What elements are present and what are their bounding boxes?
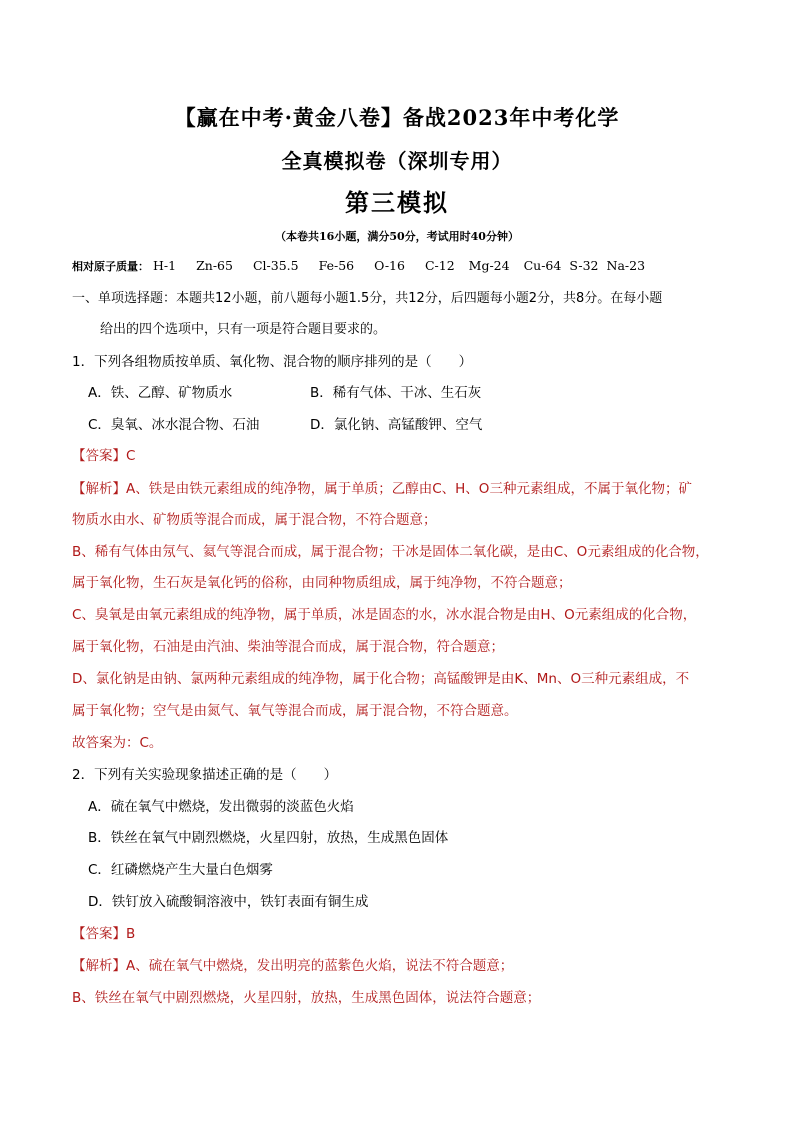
q1-options-row1 (0, 381, 794, 401)
q2-stem: 2．下列有关实验现象描述正确的是（ ） (72, 767, 338, 783)
atomic-mass-item: Cl-35.5 (252, 258, 299, 273)
q1-analysis-label: 【解析】 (72, 481, 126, 497)
atomic-mass-item: H-1 (153, 258, 177, 273)
atomic-masses-label: 相对原子质量： (72, 260, 149, 273)
q2-option-b: B．铁丝在氧气中剧烈燃烧，火星四射，放热，生成黑色固体 (88, 830, 449, 846)
q1-option-d: D．氯化钠、高锰酸钾、空气 (310, 417, 483, 433)
atomic-mass-item: S-32 (569, 258, 599, 273)
atomic-mass-item: Mg-24 (468, 258, 510, 273)
q2-option-d: D．铁钉放入硫酸铜溶液中，铁钉表面有铜生成 (88, 894, 369, 910)
q1-analysis-line: 属于氧化物；空气是由氮气、氧气等混合而成，属于混合物，不符合题意。 (72, 703, 518, 719)
q2-analysis-text: A、硫在氧气中燃烧，发出明亮的蓝紫色火焰，说法不符合题意； (126, 958, 514, 974)
atomic-mass-item: Fe-56 (318, 258, 355, 273)
q1-analysis-text: A、铁是由铁元素组成的纯净物，属于单质；乙醇由C、H、O三种元素组成，不属于氧化物；矿 (126, 481, 692, 497)
q1-analysis-line: 属于氧化物，石油是由汽油、柴油等混合而成，属于混合物，符合题意； (72, 639, 504, 655)
atomic-masses (72, 258, 645, 274)
section-instructions-line2: 给出的四个选项中，只有一项是符合题目要求的。 (100, 322, 387, 337)
q1-conclusion: 故答案为：C。 (72, 735, 163, 751)
atomic-mass-item: O-16 (374, 258, 405, 273)
q1-option-b: B．稀有气体、干冰、生石灰 (310, 385, 482, 401)
q1-analysis-line: B、稀有气体由氖气、氦气等混合而成，属于混合物；干冰是固体二氧化碳，是由C、O元素组成的化合物， (72, 544, 709, 560)
q2-option-a: A．硫在氧气中燃烧，发出微弱的淡蓝色火焰 (88, 799, 354, 815)
q1-analysis-line (72, 477, 692, 497)
atomic-mass-item: Cu-64 (523, 258, 562, 273)
q2-analysis-label: 【解析】 (72, 958, 126, 974)
q2-answer: 【答案】B (72, 926, 136, 942)
q2-option-c: C．红磷燃烧产生大量白色烟雾 (88, 862, 273, 878)
q1-option-a: A．铁、乙醇、矿物质水 (88, 385, 233, 401)
q1-analysis-line: 属于氧化物，生石灰是氧化钙的俗称，由同种物质组成，属于纯净物，不符合题意； (72, 575, 572, 591)
q2-analysis-line: B、铁丝在氧气中剧烈燃烧，火星四射，放热，生成黑色固体，说法符合题意； (72, 990, 541, 1006)
q1-analysis-line: 物质水由水、矿物质等混合而成，属于混合物，不符合题意； (72, 512, 437, 528)
exam-info: （本卷共16小题，满分50分，考试用时40分钟） (275, 230, 519, 243)
q1-analysis-line: D、氯化钠是由钠、氯两种元素组成的纯净物，属于化合物；高锰酸钾是由K、Mn、O三种元素组成，不 (72, 671, 690, 687)
atomic-mass-item: C-12 (424, 258, 455, 273)
q1-stem: 1．下列各组物质按单质、氧化物、混合物的顺序排列的是（ ） (72, 354, 473, 370)
q1-analysis-line: C、臭氧是由氧元素组成的纯净物，属于单质，冰是固态的水，冰水混合物是由H、O元素组成的化合物， (72, 607, 697, 623)
exam-title: 【赢在中考·黄金八卷】备战2023年中考化学 (174, 105, 620, 130)
q1-answer: 【答案】C (72, 448, 136, 464)
atomic-mass-item: Na-23 (606, 258, 646, 273)
exam-subtitle-scope: 全真模拟卷（深圳专用） (281, 149, 513, 173)
q1-options-row2 (0, 413, 794, 433)
q2-analysis-line (72, 954, 513, 974)
exam-round-title: 第三模拟 (345, 188, 449, 217)
q1-option-c: C．臭氧、冰水混合物、石油 (88, 417, 260, 433)
atomic-mass-item: Zn-65 (196, 258, 233, 273)
section-instructions-line1: 一、单项选择题：本题共12小题，前八题每小题1.5分，共12分，后四题每小题2分，共8分。在每小题 (72, 291, 663, 306)
